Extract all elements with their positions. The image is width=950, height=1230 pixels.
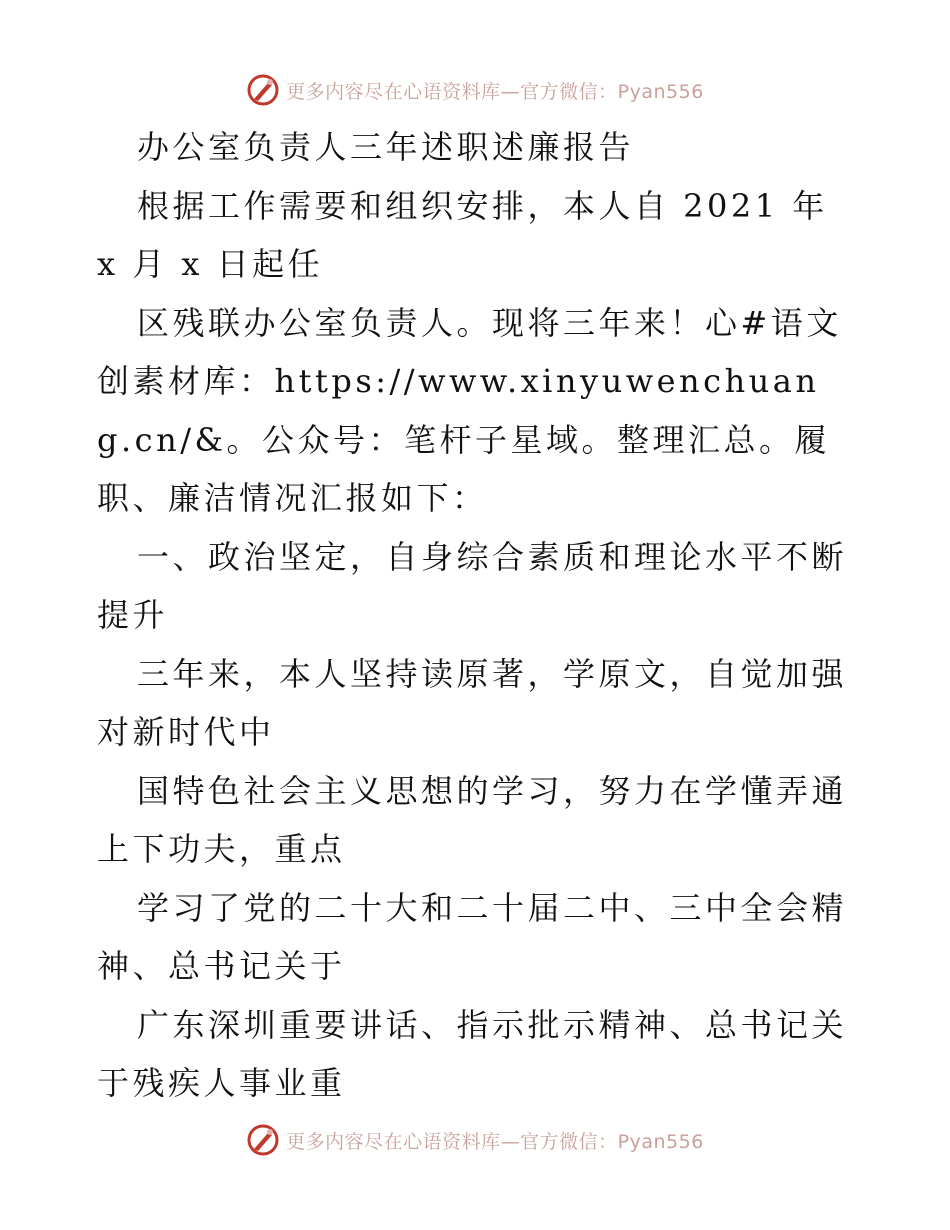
paragraph: 区残联办公室负责人。现将三年来！心#语文创素材库：https://www.xinyuwenchuang.cn/&。公众号：笔杆子星域。整理汇总。履职、廉洁情况汇报如下： xyxy=(97,303,842,517)
watermark-banner-top xyxy=(0,70,950,110)
section-heading: 一、政治坚定，自身综合素质和理论水平不断提升 xyxy=(97,537,848,634)
paragraph: 根据工作需要和组织安排，本人自 2021 年 x 月 x 日起任 xyxy=(97,186,828,283)
document-body xyxy=(97,118,857,1113)
watermark-text: 更多内容尽在心语资料库—官方微信：Pyan556 xyxy=(286,1130,704,1153)
paragraph: 学习了党的二十大和二十届二中、三中全会精神、总书记关于 xyxy=(97,888,848,985)
watermark-text: 更多内容尽在心语资料库—官方微信：Pyan556 xyxy=(286,80,704,103)
watermark-banner-bottom xyxy=(0,1120,950,1160)
paragraph: 广东深圳重要讲话、指示批示精神、总书记关于残疾人事业重 xyxy=(97,1005,848,1102)
pen-logo-icon xyxy=(246,1123,280,1157)
pen-logo-icon xyxy=(246,73,280,107)
document-title: 办公室负责人三年述职述廉报告 xyxy=(137,128,635,166)
paragraph: 国特色社会主义思想的学习，努力在学懂弄通上下功夫，重点 xyxy=(97,771,848,868)
paragraph: 三年来，本人坚持读原著，学原文，自觉加强对新时代中 xyxy=(97,654,848,751)
